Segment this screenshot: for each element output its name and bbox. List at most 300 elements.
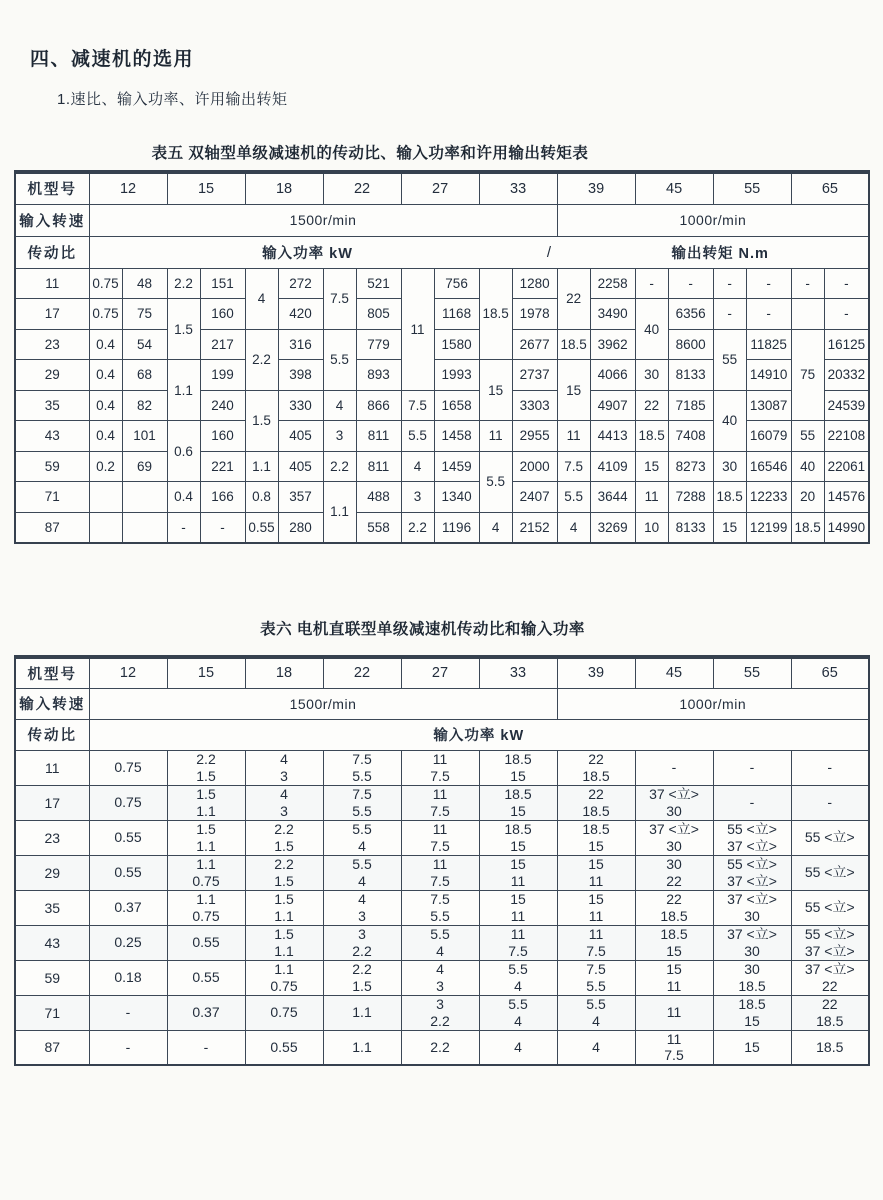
value-line: 0.55 [192, 969, 220, 986]
table6-row [15, 855, 869, 890]
value-cell: 69 [122, 451, 167, 482]
value-cell [635, 995, 713, 1030]
value-cell: 316 [278, 329, 323, 360]
value-cell [122, 482, 167, 513]
model-header-cell: 45 [635, 657, 713, 688]
value-line: 0.75 [192, 907, 220, 924]
value-cell: 398 [278, 360, 323, 391]
value-cell [245, 855, 323, 890]
value-line: 4 [592, 1012, 600, 1029]
value-cell: 22 [557, 268, 590, 329]
value-line: 11 [588, 872, 604, 889]
value-cell: 217 [200, 329, 245, 360]
value-line: 37 <立> [727, 872, 777, 889]
value-cell: 0.8 [245, 482, 278, 513]
value-cell: 40 [791, 451, 824, 482]
value-cell: 151 [200, 268, 245, 299]
value-cell: 68 [122, 360, 167, 391]
value-cell [323, 750, 401, 785]
value-line: 0.37 [192, 1004, 220, 1021]
value-line: 11 [432, 821, 448, 837]
value-cell [401, 890, 479, 925]
value-cell: 488 [356, 482, 401, 513]
value-cell: 2152 [512, 512, 557, 543]
table5-row [15, 329, 869, 360]
value-line: 18.5 [504, 821, 532, 837]
value-cell [713, 890, 791, 925]
value-cell [557, 1030, 635, 1065]
value-cell: 280 [278, 512, 323, 543]
value-cell: 54 [122, 329, 167, 360]
value-cell [713, 1030, 791, 1065]
value-line: 1.1 [274, 942, 294, 959]
value-line: 3 [436, 996, 444, 1012]
value-cell: 805 [356, 299, 401, 330]
speed-1000-cell: 1000r/min [557, 204, 869, 236]
value-cell: 55 [791, 421, 824, 452]
value-line: 11 [666, 977, 682, 994]
value-cell [401, 855, 479, 890]
value-line: 1.1 [196, 802, 216, 819]
value-line: 15 [588, 837, 604, 854]
value-cell [89, 1030, 167, 1065]
value-line: 7.5 [664, 1047, 684, 1064]
power-unit-label: 输入功率 kW [262, 245, 353, 262]
value-cell: - [635, 268, 668, 299]
value-line: 2.2 [352, 942, 372, 959]
value-cell: 30 [635, 360, 668, 391]
value-line: 18.5 [504, 751, 532, 767]
value-line: 5.5 [430, 907, 450, 924]
value-cell [791, 820, 869, 855]
ratio-cell: 35 [15, 890, 89, 925]
value-line: 37 <立> [804, 942, 855, 959]
value-cell [635, 960, 713, 995]
model-header-cell: 33 [479, 172, 557, 204]
ratio-cell: 87 [15, 1030, 89, 1065]
value-cell: 0.75 [89, 299, 122, 330]
value-line: 30 [744, 907, 760, 924]
value-cell: 40 [713, 390, 746, 451]
value-cell [401, 785, 479, 820]
table5-row [15, 451, 869, 482]
value-cell: 1580 [434, 329, 479, 360]
value-line: 3 [280, 802, 288, 819]
value-cell [167, 890, 245, 925]
model-header-cell: 65 [791, 172, 869, 204]
value-cell [557, 750, 635, 785]
value-cell: 1658 [434, 390, 479, 421]
value-cell: 0.4 [89, 421, 122, 452]
ratio-cell: 59 [15, 451, 89, 482]
model-header-cell: 27 [401, 172, 479, 204]
value-line: 11 [588, 907, 604, 924]
value-cell: 558 [356, 512, 401, 543]
value-cell: 22108 [824, 421, 869, 452]
model-label-cell: 机型号 [15, 657, 89, 688]
value-line: 37 <立> [649, 786, 699, 802]
value-cell: 1340 [434, 482, 479, 513]
value-line: 55 <立> [727, 821, 777, 837]
value-line: 4 [358, 837, 366, 854]
value-cell [791, 925, 869, 960]
value-line: 1.5 [274, 872, 294, 889]
value-cell: 0.6 [167, 421, 200, 482]
value-line: 18.5 [582, 767, 610, 784]
ratio-cell: 87 [15, 512, 89, 543]
value-cell: 40 [635, 299, 668, 360]
value-cell: 55 [713, 329, 746, 390]
value-line: 11 [510, 872, 526, 889]
value-cell: 2.2 [401, 512, 434, 543]
value-cell: 8600 [668, 329, 713, 360]
value-cell [401, 750, 479, 785]
value-line: 4 [514, 977, 522, 994]
value-line: 55 <立> [804, 829, 855, 846]
ratio-label-cell: 传动比 [15, 719, 89, 750]
value-cell [401, 820, 479, 855]
value-cell [167, 1030, 245, 1065]
value-cell [791, 855, 869, 890]
value-line: 30 [744, 942, 760, 959]
value-line: 11 [432, 751, 448, 767]
model-header-cell: 55 [713, 657, 791, 688]
value-cell: 2000 [512, 451, 557, 482]
value-cell: 3303 [512, 390, 557, 421]
value-line: 2.2 [274, 821, 294, 837]
value-line: 11 [588, 926, 604, 942]
value-line: - [203, 1039, 209, 1055]
value-line: 1.1 [274, 961, 294, 977]
value-cell [245, 820, 323, 855]
value-cell [479, 890, 557, 925]
value-cell [479, 785, 557, 820]
value-cell: 1.1 [245, 451, 278, 482]
value-cell [323, 855, 401, 890]
value-line: 1.5 [274, 891, 294, 907]
model-header-cell: 12 [89, 657, 167, 688]
value-line: 0.18 [114, 969, 142, 986]
value-line: 2.2 [430, 1012, 450, 1029]
table6-row [15, 1030, 869, 1065]
value-cell: 14576 [824, 482, 869, 513]
value-cell [323, 785, 401, 820]
value-line: 7.5 [430, 802, 450, 819]
value-cell [323, 960, 401, 995]
value-cell: 4413 [590, 421, 635, 452]
value-cell [245, 960, 323, 995]
value-line: 15 [588, 891, 604, 907]
value-cell: 8273 [668, 451, 713, 482]
value-line: 30 [666, 856, 682, 872]
value-cell: 15 [635, 451, 668, 482]
value-line: 18.5 [816, 1012, 844, 1029]
value-cell [557, 960, 635, 995]
value-line: 15 [510, 856, 526, 872]
model-header-cell: 33 [479, 657, 557, 688]
value-line: 11 [510, 907, 526, 924]
value-cell: 20332 [824, 360, 869, 391]
table6-row [15, 995, 869, 1030]
value-line: 15 [744, 1039, 760, 1055]
value-line: 0.75 [192, 872, 220, 889]
value-cell: 1.1 [167, 360, 200, 421]
value-cell [245, 750, 323, 785]
model-header-cell: 22 [323, 172, 401, 204]
value-cell: 18.5 [791, 512, 824, 543]
value-cell [245, 925, 323, 960]
table6-ratio-header-row [15, 719, 869, 750]
speed-1500-cell: 1500r/min [89, 204, 557, 236]
table5-row [15, 512, 869, 543]
value-line: 7.5 [352, 786, 372, 802]
value-line: 7.5 [430, 837, 450, 854]
value-cell: 5.5 [557, 482, 590, 513]
value-cell: 18.5 [713, 482, 746, 513]
value-line: 5.5 [352, 802, 372, 819]
value-line: 4 [436, 942, 444, 959]
power-unit-header-cell: 输入功率 kW [89, 719, 869, 750]
value-cell: 4 [557, 512, 590, 543]
value-line: 22 [666, 891, 682, 907]
value-cell [479, 925, 557, 960]
value-line: 37 <立> [649, 821, 699, 837]
value-cell: - [713, 299, 746, 330]
value-cell [791, 995, 869, 1030]
value-line: 4 [514, 1039, 522, 1055]
value-cell: 3269 [590, 512, 635, 543]
value-line: - [827, 794, 833, 811]
value-cell [401, 925, 479, 960]
value-line: 7.5 [586, 961, 606, 977]
value-cell: 15 [557, 360, 590, 421]
value-cell: 82 [122, 390, 167, 421]
value-cell [89, 750, 167, 785]
value-cell [791, 750, 869, 785]
value-cell: 0.2 [89, 451, 122, 482]
model-label-cell: 机型号 [15, 172, 89, 204]
value-cell [479, 820, 557, 855]
value-cell: 1.1 [323, 482, 356, 543]
value-line: 4 [280, 751, 288, 767]
ratio-cell: 11 [15, 268, 89, 299]
value-cell [713, 960, 791, 995]
value-cell [713, 925, 791, 960]
value-cell [635, 820, 713, 855]
value-cell: 1280 [512, 268, 557, 299]
value-line: 5.5 [352, 821, 372, 837]
value-cell: 2.2 [245, 329, 278, 390]
value-cell: 0.75 [89, 268, 122, 299]
value-cell: 75 [122, 299, 167, 330]
value-line: 1.1 [196, 856, 216, 872]
value-cell: 0.4 [89, 390, 122, 421]
value-line: 0.75 [114, 794, 142, 811]
value-cell [557, 785, 635, 820]
value-cell: 4066 [590, 360, 635, 391]
value-line: 15 [510, 802, 526, 819]
value-cell: 357 [278, 482, 323, 513]
value-cell [167, 960, 245, 995]
value-cell [557, 995, 635, 1030]
value-cell [791, 890, 869, 925]
value-cell: 756 [434, 268, 479, 299]
value-line: 22 [588, 786, 604, 802]
value-cell: 16125 [824, 329, 869, 360]
value-cell: 893 [356, 360, 401, 391]
value-cell: 330 [278, 390, 323, 421]
value-cell: 199 [200, 360, 245, 391]
value-line: 0.75 [114, 759, 142, 776]
value-line: 0.55 [270, 1039, 298, 1055]
value-cell [479, 995, 557, 1030]
value-cell [167, 750, 245, 785]
value-line: 0.75 [270, 1004, 298, 1021]
value-line: 7.5 [430, 767, 450, 784]
value-cell: 1978 [512, 299, 557, 330]
value-cell: 8133 [668, 512, 713, 543]
value-cell: 8133 [668, 360, 713, 391]
value-line: - [749, 759, 755, 776]
value-cell [245, 995, 323, 1030]
value-line: 11 [666, 1004, 682, 1021]
value-cell [557, 820, 635, 855]
value-line: 18.5 [582, 802, 610, 819]
value-cell: 7185 [668, 390, 713, 421]
value-cell: 18.5 [557, 329, 590, 360]
value-line: 37 <立> [804, 961, 855, 977]
value-line: 0.25 [114, 934, 142, 951]
value-cell: 3962 [590, 329, 635, 360]
value-cell: 866 [356, 390, 401, 421]
value-cell: 3490 [590, 299, 635, 330]
value-line: 1.5 [352, 977, 372, 994]
value-line: 7.5 [352, 751, 372, 767]
value-line: 18.5 [660, 907, 688, 924]
value-cell [89, 482, 122, 513]
value-line: 1.1 [196, 891, 216, 907]
value-cell: 1168 [434, 299, 479, 330]
ratio-cell: 17 [15, 299, 89, 330]
value-cell: 48 [122, 268, 167, 299]
table6-row [15, 925, 869, 960]
value-line: 22 [821, 996, 838, 1012]
value-cell [89, 820, 167, 855]
value-cell: 7.5 [323, 268, 356, 329]
value-line: 11 [432, 786, 448, 802]
value-line: 0.55 [114, 864, 142, 881]
value-cell: 1.5 [245, 390, 278, 451]
value-cell: 0.4 [167, 482, 200, 513]
ratio-cell: 71 [15, 482, 89, 513]
table5-row [15, 299, 869, 330]
value-line: 22 [821, 977, 838, 994]
value-cell: 160 [200, 299, 245, 330]
table6-row [15, 820, 869, 855]
value-cell: 221 [200, 451, 245, 482]
value-line: 7.5 [430, 891, 450, 907]
value-line: 5.5 [508, 996, 528, 1012]
value-cell: 14910 [746, 360, 791, 391]
value-line: 15 [588, 856, 604, 872]
model-header-cell: 27 [401, 657, 479, 688]
value-cell: 4 [479, 512, 512, 543]
value-cell: 15 [713, 512, 746, 543]
speed-1500-cell: 1500r/min [89, 688, 557, 719]
value-cell [167, 785, 245, 820]
value-cell: 2955 [512, 421, 557, 452]
value-line: 7.5 [508, 942, 528, 959]
value-cell: 3 [323, 421, 356, 452]
model-header-cell: 65 [791, 657, 869, 688]
value-line: 11 [510, 926, 526, 942]
value-cell: 2407 [512, 482, 557, 513]
value-line: 4 [436, 961, 444, 977]
value-cell: - [824, 299, 869, 330]
value-cell: 0.4 [89, 360, 122, 391]
value-line: 55 <立> [727, 856, 777, 872]
value-line: 15 [510, 891, 526, 907]
value-cell: 5.5 [323, 329, 356, 390]
value-cell [635, 890, 713, 925]
model-header-cell: 18 [245, 657, 323, 688]
table6-speed-row [15, 688, 869, 719]
value-line: 55 <立> [804, 864, 855, 881]
value-line: 2.2 [352, 961, 372, 977]
model-header-cell: 39 [557, 172, 635, 204]
model-header-cell: 15 [167, 172, 245, 204]
value-line: 15 [666, 961, 682, 977]
value-line: 1.5 [196, 786, 216, 802]
value-line: 5.5 [586, 977, 606, 994]
value-cell [89, 960, 167, 995]
value-cell: 2737 [512, 360, 557, 391]
value-cell [245, 890, 323, 925]
value-cell [791, 960, 869, 995]
table5 [14, 170, 870, 544]
value-cell: 16079 [746, 421, 791, 452]
value-cell: 405 [278, 451, 323, 482]
table5-row [15, 390, 869, 421]
value-cell [479, 750, 557, 785]
value-cell: 20 [791, 482, 824, 513]
ratio-cell: 23 [15, 820, 89, 855]
model-header-cell: 55 [713, 172, 791, 204]
value-line: 1.5 [274, 837, 294, 854]
table6-model-row [15, 657, 869, 688]
value-cell [791, 1030, 869, 1065]
model-header-cell: 12 [89, 172, 167, 204]
value-line: - [125, 1004, 131, 1021]
value-line: 5.5 [352, 767, 372, 784]
value-line: - [671, 759, 677, 776]
value-cell [167, 925, 245, 960]
value-line: 0.55 [192, 934, 220, 951]
value-line: 2.2 [274, 856, 294, 872]
value-cell [557, 890, 635, 925]
value-cell: 75 [791, 329, 824, 421]
ratio-label-cell: 传动比 [15, 236, 89, 268]
value-cell [167, 820, 245, 855]
value-line: - [749, 794, 755, 811]
value-cell [635, 855, 713, 890]
value-cell: 10 [635, 512, 668, 543]
value-line: 1.5 [196, 821, 216, 837]
value-cell: 11 [401, 268, 434, 390]
value-cell: 1.5 [167, 299, 200, 360]
table6-row [15, 785, 869, 820]
value-cell: 22061 [824, 451, 869, 482]
